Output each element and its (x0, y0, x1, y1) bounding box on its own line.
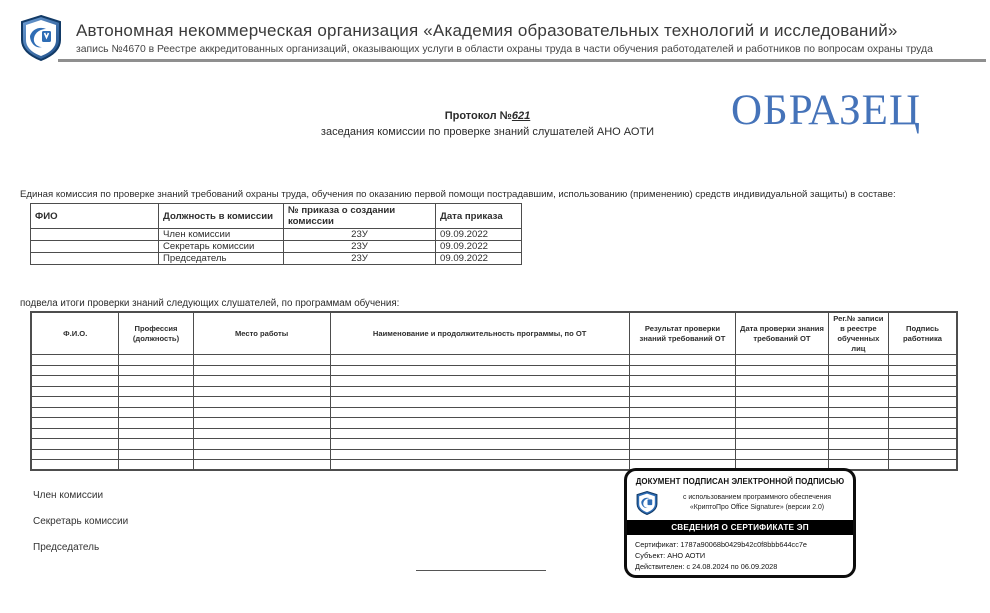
results-empty-cell (31, 365, 119, 376)
results-empty-cell (330, 397, 629, 408)
results-empty-cell (119, 449, 193, 460)
results-empty-cell (736, 397, 829, 408)
commission-cell (31, 241, 159, 253)
results-empty-cell (629, 449, 735, 460)
results-table-empty-row (31, 355, 957, 366)
results-empty-cell (828, 355, 888, 366)
results-empty-cell (888, 376, 957, 387)
results-empty-cell (31, 376, 119, 387)
results-empty-cell (888, 418, 957, 429)
commission-intro-text: Единая комиссия по проверке знаний требований охраны труда, обучения по оказанию первой помощи пострадавшим, использованию (применению) средств индивидуальной защиты) в составе: (20, 189, 896, 200)
stamp-certificate: Сертификат: 1787a90068b0429b42c0f8bbb644cc7e (635, 539, 807, 549)
results-empty-cell (888, 355, 957, 366)
results-empty-cell (330, 449, 629, 460)
signature-line (416, 570, 546, 571)
results-empty-cell (888, 407, 957, 418)
results-empty-cell (828, 439, 888, 450)
results-col-header: Место работы (193, 312, 330, 355)
commission-table-header-row (31, 204, 522, 229)
results-empty-cell (193, 418, 330, 429)
results-empty-cell (330, 428, 629, 439)
results-empty-cell (330, 386, 629, 397)
commission-cell (31, 229, 159, 241)
results-empty-cell (888, 460, 957, 471)
results-empty-cell (629, 386, 735, 397)
results-table (30, 311, 958, 471)
results-col-header: Подпись работника (888, 312, 957, 355)
results-empty-cell (119, 355, 193, 366)
commission-cell: 09.09.2022 (436, 253, 522, 265)
results-empty-cell (629, 439, 735, 450)
commission-cell: 23У (284, 229, 436, 241)
commission-cell: Председатель (159, 253, 284, 265)
results-empty-cell (629, 365, 735, 376)
results-empty-cell (888, 439, 957, 450)
results-table-empty-row (31, 365, 957, 376)
stamp-software-text (667, 493, 847, 513)
org-registry-note: запись №4670 в Реестре аккредитованных организаций, оказывающих услуги в области охраны труда в части обучения работодателей и работников по вопросам охраны труда (76, 44, 933, 55)
results-empty-cell (330, 439, 629, 450)
commission-cell (31, 253, 159, 265)
commission-table-row (31, 229, 522, 241)
results-table-header-row (31, 312, 957, 355)
results-empty-cell (31, 439, 119, 450)
results-empty-cell (828, 449, 888, 460)
results-col-header: Профессия (должность) (119, 312, 193, 355)
commission-col-header: № приказа о создании комиссии (284, 204, 436, 229)
commission-col-header: Должность в комиссии (159, 204, 284, 229)
results-empty-cell (330, 365, 629, 376)
protocol-title-block (0, 110, 975, 138)
results-empty-cell (330, 418, 629, 429)
results-empty-cell (330, 460, 629, 471)
results-empty-cell (736, 365, 829, 376)
results-table-empty-row (31, 407, 957, 418)
results-empty-cell (31, 355, 119, 366)
results-table-empty-row (31, 386, 957, 397)
org-text-block (76, 14, 933, 55)
results-empty-cell (119, 365, 193, 376)
results-empty-cell (119, 407, 193, 418)
results-empty-cell (629, 407, 735, 418)
org-logo-shield-icon (18, 14, 64, 62)
results-empty-cell (119, 397, 193, 408)
commission-cell: Секретарь комиссии (159, 241, 284, 253)
results-table-empty-row (31, 428, 957, 439)
results-col-header: Наименование и продолжительность программы, по ОТ (330, 312, 629, 355)
results-empty-cell (888, 397, 957, 408)
signature-label: Член комиссии (33, 490, 104, 501)
stamp-validity: Действителен: с 24.08.2024 по 06.09.2028 (635, 562, 778, 572)
results-table-empty-row (31, 439, 957, 450)
results-empty-cell (31, 460, 119, 471)
stamp-cert-header: СВЕДЕНИЯ О СЕРТИФИКАТЕ ЭП (627, 520, 853, 535)
results-col-header: Результат проверки знаний требований ОТ (629, 312, 735, 355)
header-divider (58, 59, 986, 62)
results-empty-cell (31, 449, 119, 460)
results-table-empty-row (31, 449, 957, 460)
results-col-header: Ф.И.О. (31, 312, 119, 355)
sample-watermark: ОБРАЗЕЦ (731, 87, 922, 134)
results-empty-cell (828, 428, 888, 439)
stamp-subject: Субъект: АНО АОТИ (635, 550, 706, 560)
commission-cell: 23У (284, 253, 436, 265)
results-empty-cell (193, 365, 330, 376)
results-empty-cell (119, 460, 193, 471)
signature-block (33, 490, 128, 553)
results-empty-cell (888, 386, 957, 397)
signature-label: Председатель (33, 542, 100, 553)
results-empty-cell (828, 418, 888, 429)
results-empty-cell (193, 397, 330, 408)
results-empty-cell (119, 386, 193, 397)
results-table-empty-row (31, 418, 957, 429)
results-empty-cell (888, 428, 957, 439)
results-empty-cell (736, 418, 829, 429)
results-col-header: Дата проверки знания требований ОТ (736, 312, 829, 355)
results-empty-cell (31, 407, 119, 418)
stamp-software-line1: с использованием программного обеспечения (682, 494, 832, 501)
results-empty-cell (31, 397, 119, 408)
commission-cell: Член комиссии (159, 229, 284, 241)
protocol-title-prefix: Протокол № (444, 110, 512, 122)
results-table-empty-row (31, 397, 957, 408)
results-empty-cell (193, 355, 330, 366)
results-empty-cell (31, 386, 119, 397)
results-empty-cell (629, 355, 735, 366)
results-empty-cell (119, 418, 193, 429)
results-empty-cell (629, 418, 735, 429)
stamp-shield-icon (635, 490, 659, 516)
results-col-header: Рег.№ записи в реестре обученных лиц (828, 312, 888, 355)
results-empty-cell (629, 428, 735, 439)
results-empty-cell (736, 386, 829, 397)
results-empty-cell (736, 449, 829, 460)
protocol-subtitle: заседания комиссии по проверке знаний слушателей АНО АОТИ (320, 126, 655, 138)
commission-cell: 09.09.2022 (436, 241, 522, 253)
results-empty-cell (330, 407, 629, 418)
commission-table (30, 203, 522, 265)
results-empty-cell (31, 428, 119, 439)
results-table-empty-row (31, 376, 957, 387)
results-empty-cell (193, 460, 330, 471)
commission-table-row (31, 241, 522, 253)
results-empty-cell (193, 407, 330, 418)
results-empty-cell (629, 376, 735, 387)
results-empty-cell (193, 428, 330, 439)
results-empty-cell (31, 418, 119, 429)
results-empty-cell (330, 376, 629, 387)
commission-table-body (31, 229, 522, 265)
results-empty-cell (828, 407, 888, 418)
results-empty-cell (736, 376, 829, 387)
results-table-body (31, 355, 957, 471)
results-empty-cell (736, 439, 829, 450)
results-empty-cell (828, 376, 888, 387)
protocol-title (0, 110, 975, 122)
results-empty-cell (193, 376, 330, 387)
results-empty-cell (193, 439, 330, 450)
commission-col-header: Дата приказа (436, 204, 522, 229)
results-empty-cell (629, 397, 735, 408)
results-empty-cell (736, 428, 829, 439)
esignature-stamp (624, 468, 856, 578)
results-empty-cell (828, 397, 888, 408)
results-empty-cell (828, 386, 888, 397)
results-empty-cell (888, 449, 957, 460)
results-empty-cell (888, 365, 957, 376)
results-empty-cell (119, 428, 193, 439)
document-header (18, 14, 988, 62)
commission-cell: 23У (284, 241, 436, 253)
results-intro-text: подвела итоги проверки знаний следующих слушателей, по программам обучения: (20, 298, 400, 309)
results-empty-cell (119, 376, 193, 387)
commission-cell: 09.09.2022 (436, 229, 522, 241)
results-empty-cell (119, 439, 193, 450)
commission-table-row (31, 253, 522, 265)
results-empty-cell (828, 365, 888, 376)
stamp-software-line2: «КриптоПро Office Signature» (версии 2.0) (689, 504, 825, 511)
results-empty-cell (736, 407, 829, 418)
results-empty-cell (330, 355, 629, 366)
signature-label: Секретарь комиссии (33, 516, 129, 527)
results-empty-cell (736, 355, 829, 366)
stamp-title: ДОКУМЕНТ ПОДПИСАН ЭЛЕКТРОННОЙ ПОДПИСЬЮ (635, 477, 845, 486)
protocol-number: 621 (511, 110, 531, 122)
org-name: Автономная некоммерческая организация «Академия образовательных технологий и исследований» (76, 21, 898, 40)
results-empty-cell (193, 449, 330, 460)
commission-col-header: ФИО (31, 204, 159, 229)
results-empty-cell (193, 386, 330, 397)
